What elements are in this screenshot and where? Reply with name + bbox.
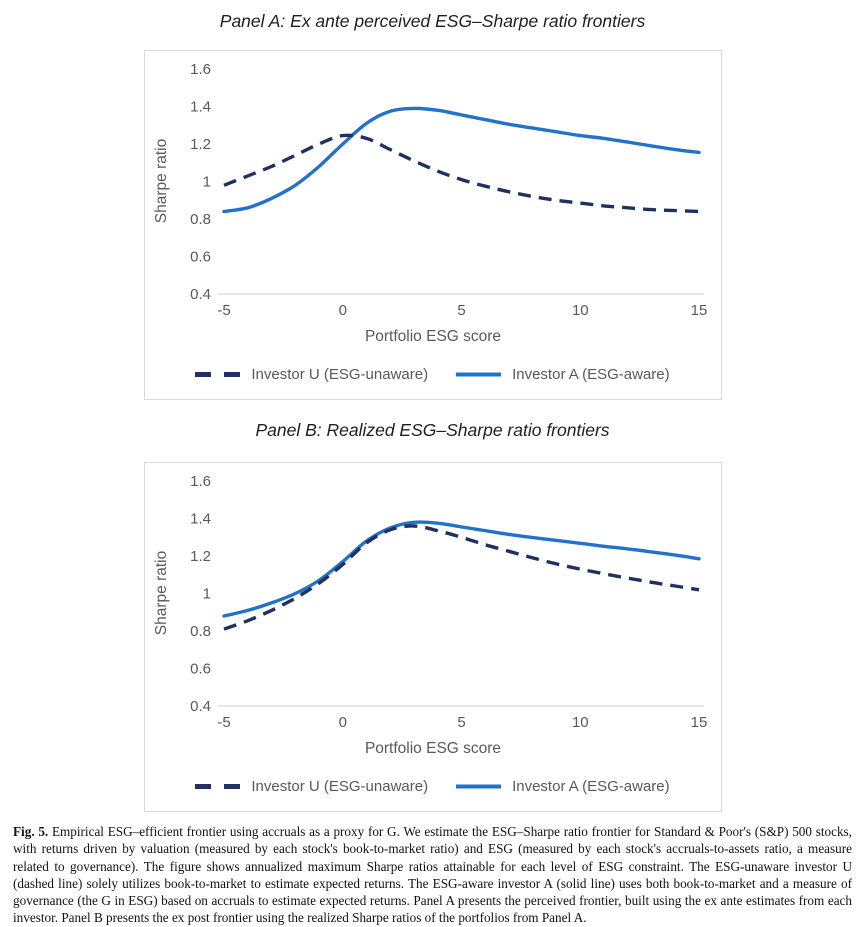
legend-item-investor-a xyxy=(456,366,670,383)
legend-label-investor-a: Investor A (ESG-aware) xyxy=(512,365,670,383)
y-tick-label: 0.6 xyxy=(189,660,211,678)
x-axis-title: Portfolio ESG score xyxy=(364,328,501,345)
y-tick-label: 1.2 xyxy=(189,548,211,565)
y-tick-label: 0.4 xyxy=(189,698,211,715)
y-axis-title: Sharpe ratio xyxy=(152,550,170,636)
panel-a-legend xyxy=(145,351,721,397)
panel-b-title: Panel B: Realized ESG–Sharpe ratio frontiers xyxy=(255,420,610,440)
solid-line-key-icon xyxy=(456,371,502,378)
x-tick-label: -5 xyxy=(216,714,231,731)
legend-item-investor-a xyxy=(456,778,670,795)
figure-caption-text: Empirical ESG–efficient frontier using accruals as a proxy for G. We estimate the ESG–Sharpe ratio frontier for Standard & Poor's (S&P) 500 stocks, with returns driven by valuation (measured by each stock's book-to-market ratio) and ESG (measured by each stock's accruals-to-assets ratio, a measure related to governance). The figure shows annualized maximum Sharpe ratios attainable for each level of ESG constraint. The ESG-unaware investor U (dashed line) solely utilizes book-to-market to estimate expected returns. The ESG-aware investor A (solid line) uses both book-to-market and a measure of governance (the G in ESG) based on accruals to estimate expected returns. Panel A presents the perceived frontier, built using the ex ante estimates from each investor. Panel B presents the ex post frontier using the realized Sharpe ratios of the portfolios from Panel A. xyxy=(13,824,852,926)
x-tick-label: 5 xyxy=(456,302,466,319)
panel-a-chart xyxy=(145,51,721,351)
x-tick-label: 10 xyxy=(571,714,589,731)
y-axis-title: Sharpe ratio xyxy=(152,138,170,224)
panel-a-chart-box xyxy=(144,50,722,400)
chart-svg xyxy=(145,463,721,763)
x-tick-label: 5 xyxy=(456,714,466,731)
legend-label-investor-u: Investor U (ESG-unaware) xyxy=(251,777,429,795)
y-tick-label: 1 xyxy=(202,585,211,603)
x-tick-label: 15 xyxy=(690,302,707,319)
x-axis-title: Portfolio ESG score xyxy=(364,740,501,757)
y-tick-label: 1.6 xyxy=(189,473,211,490)
panel-b-chart xyxy=(145,463,721,763)
figure-caption xyxy=(13,823,852,927)
investor-a-line xyxy=(224,108,699,211)
legend-label-investor-a: Investor A (ESG-aware) xyxy=(512,777,670,795)
y-tick-label: 1.4 xyxy=(189,98,211,116)
y-tick-label: 0.6 xyxy=(189,248,211,266)
y-tick-label: 1.2 xyxy=(189,136,211,153)
legend-label-investor-u: Investor U (ESG-unaware) xyxy=(251,365,429,383)
dashed-line-key-icon xyxy=(195,371,241,378)
investor-u-line xyxy=(224,135,699,211)
y-tick-label: 0.8 xyxy=(189,211,211,228)
solid-line-key-icon xyxy=(456,783,502,790)
x-tick-label: 0 xyxy=(338,302,347,319)
y-tick-label: 0.8 xyxy=(189,623,211,640)
x-tick-label: 10 xyxy=(571,302,589,319)
y-tick-label: 1.4 xyxy=(189,510,211,528)
y-tick-label: 1.6 xyxy=(189,61,211,78)
x-tick-label: 15 xyxy=(690,714,707,731)
y-tick-label: 1 xyxy=(202,173,211,191)
panel-b-legend xyxy=(145,763,721,809)
investor-u-line xyxy=(224,526,699,629)
y-tick-label: 0.4 xyxy=(189,286,211,303)
investor-a-line xyxy=(224,522,699,616)
x-tick-label: 0 xyxy=(338,714,347,731)
legend-item-investor-u xyxy=(195,778,428,795)
dashed-line-key-icon xyxy=(195,783,241,790)
x-tick-label: -5 xyxy=(216,302,231,319)
panel-b-chart-box xyxy=(144,462,722,812)
chart-svg xyxy=(145,51,721,351)
legend-item-investor-u xyxy=(195,366,428,383)
figure-caption-label: Fig. 5. xyxy=(13,824,49,839)
panel-a-title: Panel A: Ex ante perceived ESG–Sharpe ratio frontiers xyxy=(219,11,646,31)
